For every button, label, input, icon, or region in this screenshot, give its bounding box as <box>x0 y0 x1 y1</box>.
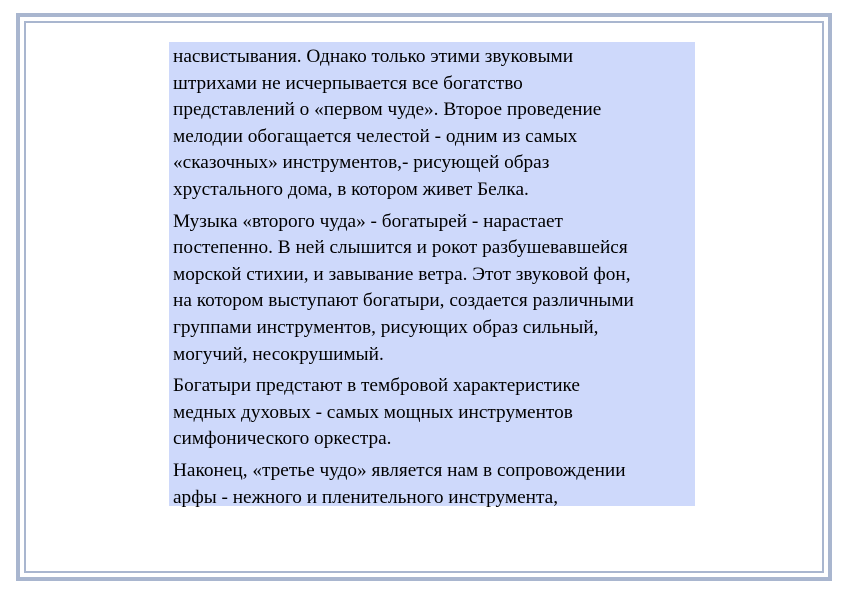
paragraph-third-miracle: Наконец, «третье чудо» является нам в сопровождении арфы - нежного и пленительного инструмента, <box>173 459 626 508</box>
text-block <box>169 42 695 506</box>
paragraph-second-miracle: Музыка «второго чуда» - богатырей - нарастает постепенно. В ней слышится и рокот разбушевавшейся морской стихии, и завывание ветра. Этот звуковой фон, на котором выступают богатыри, создается различными группами инструментов, рисующих образ сильный, могучий, несокрушимый. <box>173 210 634 365</box>
paragraph-first-miracle: насвистывания. Однако только этими звуковыми штрихами не исчерпывается все богатство представлений о «первом чуде». Второе проведение мелодии обогащается челестой - одним из самых «сказочных» инструментов,- рисующей образ хрустального дома, в котором живет Белка. <box>173 46 602 200</box>
paragraph-bogatyri: Богатыри предстают в тембровой характеристике медных духовых - самых мощных инструментов симфонического оркестра. <box>173 375 580 450</box>
